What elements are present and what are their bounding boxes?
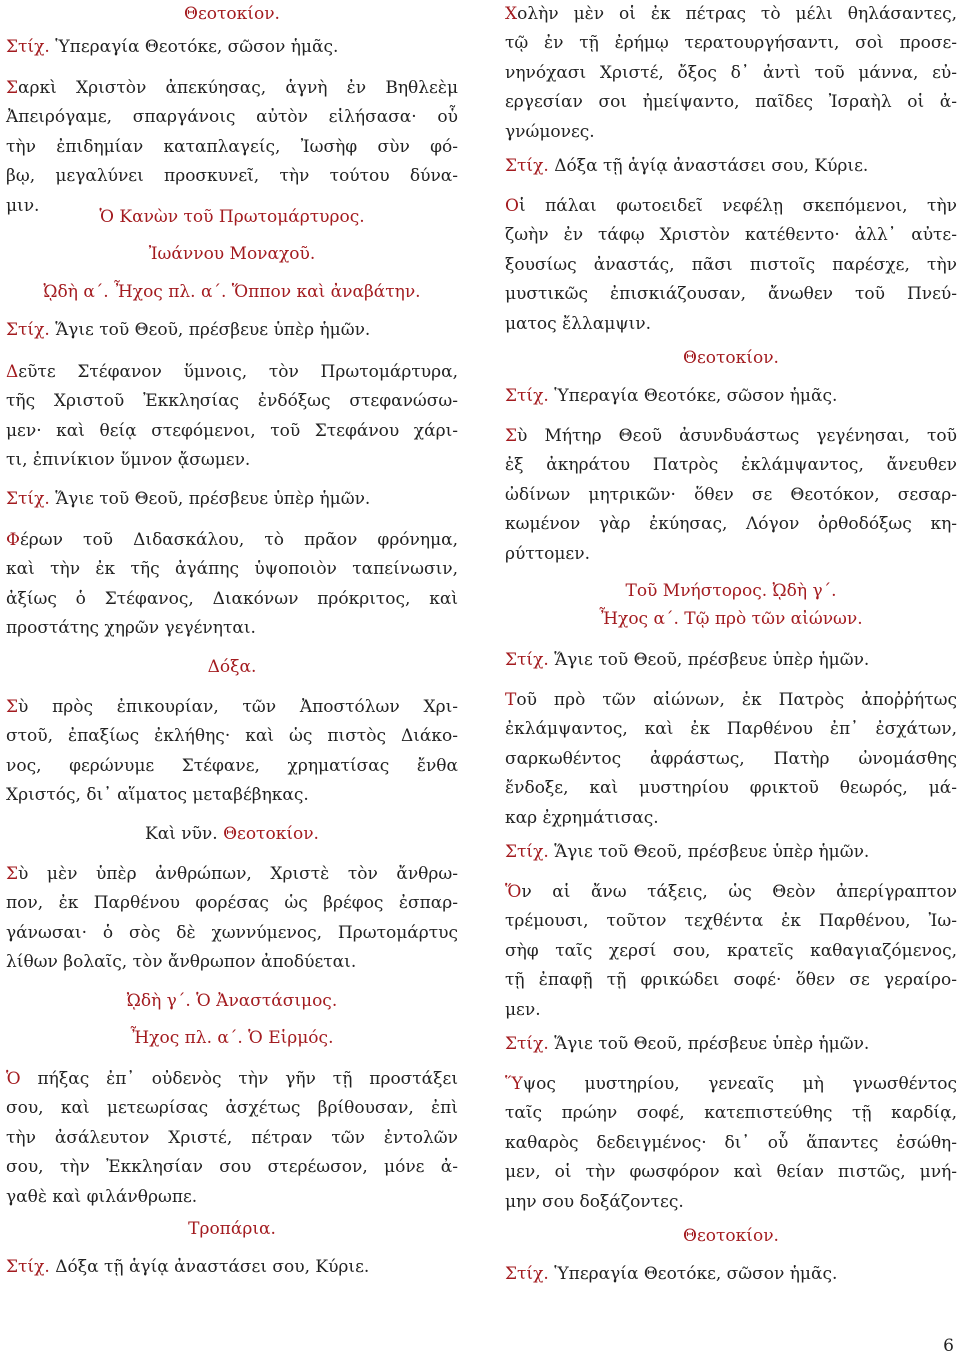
section-heading	[505, 605, 957, 634]
line-text: τῇ ἐπαφῇ τῇ φρικώδει σοφέ· ὅθεν σε γεραίρο-	[505, 970, 957, 991]
paragraph-line	[6, 417, 458, 446]
stichos-label: Στίχ.	[505, 1264, 549, 1284]
paragraph-line	[6, 919, 458, 948]
drop-initial: Δ	[6, 362, 19, 382]
line-text: μεν, οἱ τὴν φωσφόρον καὶ θείαν πιστῶς, μνή-	[505, 1162, 957, 1183]
paragraph-line	[505, 29, 957, 58]
paragraph-line	[505, 1158, 957, 1187]
line-text: ἐξ ἀκηράτου Πατρὸς ἐκλάμψαντος, ἄνευθεν	[505, 455, 957, 476]
hymn-paragraph	[6, 526, 458, 644]
section-heading	[505, 1222, 957, 1251]
line-text: βῳ, μεγαλύνει προσκυνεῖ, τὴν τούτου δύνα-	[6, 166, 458, 187]
heading-text: Τροπάρια.	[188, 1219, 276, 1239]
stichos	[6, 1253, 458, 1282]
line-text: τι, ἐπινίκιον ὕμνον ᾄσωμεν.	[6, 450, 251, 471]
hymn-paragraph	[6, 74, 458, 221]
hymn-paragraph	[6, 1065, 458, 1212]
line-text: οῦ πρὸ τῶν αἰώνων, ἐκ Πατρὸς ἀποῤῥήτως	[516, 690, 957, 710]
verse-line	[505, 382, 957, 411]
line-text: εῦτε Στέφανον ὕμνοις, τὸν Πρωτομάρτυρα,	[18, 362, 458, 382]
line-text: ὺ μὲν ὑπὲρ ἀνθρώπων, Χριστὲ τὸν ἄνθρω-	[18, 864, 458, 884]
paragraph-line	[505, 422, 957, 451]
drop-initial: Ο	[505, 196, 519, 216]
heading-text: Ὁ Κανὼν τοῦ Πρωτομάρτυρος.	[99, 207, 365, 227]
verse-line	[505, 838, 957, 867]
line-text: ν αἱ ἄνω τάξεις, ὡς Θεὸν ἀπερίγραπτον	[521, 882, 957, 902]
hymn-paragraph	[6, 358, 458, 476]
line-text: τὴν ἐπιδημίαν καταπλαγείς, Ἰωσὴφ σὺν φό-	[6, 136, 458, 157]
paragraph-line	[505, 1099, 957, 1128]
paragraph-line	[505, 966, 957, 995]
paragraph-line	[505, 221, 957, 250]
stichos-text: Δόξα τῇ ἁγίᾳ ἀναστάσει σου, Κύριε.	[49, 1257, 370, 1277]
line-text: γάνωσαι· ὁ σὸς δὲ χωννύμενος, Πρωτομάρτυς	[6, 922, 458, 943]
drop-initial: Χ	[505, 4, 518, 24]
paragraph-line	[6, 1065, 458, 1094]
stichos-label: Στίχ.	[505, 386, 549, 406]
line-text: τῆς Χριστοῦ Ἐκκλησίας ἐνδόξως στεφανώσω-	[6, 391, 458, 412]
paragraph-line	[6, 781, 458, 810]
stichos	[505, 152, 957, 181]
hymn-paragraph	[505, 192, 957, 339]
paragraph-line	[505, 804, 957, 833]
line-text: τῷ ἐν τῇ ἐρήμῳ τερατουργήσαντι, σοὶ προσε-	[505, 33, 957, 54]
drop-initial: Τ	[505, 690, 517, 710]
drop-initial: Σ	[6, 697, 19, 717]
paragraph-line	[6, 693, 458, 722]
stichos-text: Ὑπεραγία Θεοτόκε, σῶσον ἡμᾶς.	[548, 1264, 838, 1284]
paragraph-line	[505, 937, 957, 966]
line-text: ψος μυστηρίου, γενεαῖς μὴ γνωσθέντος	[522, 1074, 957, 1094]
paragraph-line	[505, 118, 957, 147]
stichos-text: Ἅγιε τοῦ Θεοῦ, πρέσβευε ὑπὲρ ἡμῶν.	[49, 489, 371, 509]
line-text: ἱ πάλαι φωτοειδεῖ νεφέλῃ σκεπόμενοι, τὴν	[518, 196, 957, 216]
heading-text: Θεοτοκίον.	[683, 348, 779, 368]
paragraph-line	[6, 526, 458, 555]
stichos	[505, 646, 957, 675]
paragraph-line	[505, 715, 957, 744]
paragraph-line	[6, 1094, 458, 1123]
paragraph-line	[505, 774, 957, 803]
line-text: ἐκλάμψαντος, καὶ ἐκ Παρθένου ἐπ᾽ ἐσχάτων,	[505, 719, 957, 740]
paragraph-line	[6, 752, 458, 781]
section-heading	[505, 577, 957, 606]
line-text: σου, καὶ μετεωρίσας ἀσχέτως βρίθουσαν, ἐπὶ	[6, 1098, 458, 1119]
paragraph-line	[505, 510, 957, 539]
paragraph-line	[505, 996, 957, 1025]
drop-initial: Σ	[6, 864, 19, 884]
paragraph-line	[6, 133, 458, 162]
stichos-label: Στίχ.	[505, 650, 549, 670]
heading-text: ᾨδὴ α΄. Ἦχος πλ. α΄. Ὅππον καὶ ἀναβάτην.	[43, 282, 421, 302]
drop-initial: Σ	[6, 78, 19, 98]
stichos-label: Στίχ.	[6, 489, 50, 509]
heading-text: Θεοτοκίον.	[683, 1226, 779, 1246]
line-text: καθαρὸς δεδειγμένος· δι᾽ οὗ ἅπαντες ἐσώθη-	[505, 1132, 957, 1153]
verse-line	[6, 316, 458, 345]
line-text: έρων τοῦ Διδασκάλου, τὸ πρᾶον φρόνημα,	[19, 530, 458, 550]
stichos	[6, 485, 458, 514]
heading-text: Ἦχος α΄. Τῷ πρὸ τῶν αἰώνων.	[599, 609, 863, 629]
line-text: λίθων βολαῖς, τὸν ἄνθρωπον ἀποδύεται.	[6, 952, 357, 973]
line-text: προστάτης χηρῶν γεγένηται.	[6, 618, 256, 639]
stichos-label: Στίχ.	[505, 1034, 549, 1054]
stichos-text: Ὑπεραγία Θεοτόκε, σῶσον ἡμᾶς.	[49, 37, 339, 57]
line-text: κωμένον γὰρ ἐκύησας, Λόγον ὀρθοδόξως κη-	[505, 514, 957, 535]
stichos	[6, 33, 458, 62]
paragraph-line	[6, 1153, 458, 1182]
heading-line	[6, 820, 458, 849]
line-text: τρέμουσι, τοῦτον τεχθέντα ἐκ Παρθένου, Ἰω-	[505, 911, 957, 932]
paragraph-line	[505, 0, 957, 29]
heading-text: Θεοτοκίον.	[184, 4, 280, 24]
verse-line	[505, 1030, 957, 1059]
line-text: ρύττομεν.	[505, 543, 590, 564]
paragraph-line	[6, 162, 458, 191]
stichos	[505, 838, 957, 867]
verse-line	[505, 646, 957, 675]
stichos-label: Στίχ.	[6, 320, 50, 340]
drop-initial: Σ	[505, 426, 518, 446]
verse-line	[505, 1260, 957, 1289]
paragraph-line	[505, 451, 957, 480]
paragraph-line	[6, 889, 458, 918]
section-heading	[6, 1024, 458, 1053]
section-heading	[505, 344, 957, 373]
hymn-paragraph	[505, 686, 957, 833]
line-text: μην σου δοξάζοντες.	[505, 1191, 684, 1212]
drop-initial: Ὁ	[6, 1069, 21, 1089]
stichos-text: Ὑπεραγία Θεοτόκε, σῶσον ἡμᾶς.	[548, 386, 838, 406]
paragraph-line	[6, 358, 458, 387]
drop-initial: Ὕ	[505, 1074, 523, 1094]
line-text: ολὴν μὲν οἱ ἐκ πέτρας τὸ μέλι θηλάσαντες,	[517, 4, 957, 24]
line-text: στοῦ, ἐπαξίως ἐκλήθης· καὶ ὡς πιστὸς Διάκο-	[6, 726, 458, 747]
hymn-paragraph	[505, 0, 957, 147]
line-text: καὶ τὴν ἐκ τῆς ἀγάπης ὑψοποιὸν ταπείνωσιν,	[6, 559, 458, 580]
line-text: νος, φερώνυμε Στέφανε, χρηματίσας ἔνθα	[6, 755, 458, 776]
paragraph-line	[505, 59, 957, 88]
line-text: ὠδίνων μητρικῶν· ὅθεν σε Θεοτόκον, σεσαρ-	[505, 484, 957, 505]
hymn-paragraph	[6, 693, 458, 811]
line-text: μεν.	[505, 999, 541, 1020]
paragraph-line	[505, 907, 957, 936]
heading-plain-text: Καὶ νῦν.	[145, 824, 224, 844]
drop-initial: Ὅ	[505, 882, 522, 902]
section-heading	[6, 0, 458, 29]
paragraph-line	[505, 192, 957, 221]
stichos-label: Στίχ.	[6, 1257, 50, 1277]
paragraph-line	[505, 88, 957, 117]
verse-line	[505, 152, 957, 181]
line-text: ἔνδοξε, καὶ μυστηρίου φρικτοῦ θεωρός, μά-	[505, 778, 957, 799]
section-heading	[6, 653, 458, 682]
stichos-label: Στίχ.	[6, 37, 50, 57]
paragraph-line	[6, 1183, 458, 1212]
stichos-text: Ἅγιε τοῦ Θεοῦ, πρέσβευε ὑπὲρ ἡμῶν.	[548, 1034, 870, 1054]
line-text: πήξας ἐπ᾽ οὐδενὸς τὴν γῆν τῇ προστάξει	[20, 1069, 458, 1089]
line-text: ὺ Μήτηρ Θεοῦ ἀσυνδυάστως γεγένησαι, τοῦ	[517, 426, 957, 446]
hymn-paragraph	[505, 1070, 957, 1217]
heading-text: Ἰωάννου Μοναχοῦ.	[148, 244, 316, 264]
line-text: ἀξίως ὁ Στέφανος, Διακόνων πρόκριτος, καὶ	[6, 588, 458, 609]
line-text: ὺ πρὸς ἐπικουρίαν, τῶν Ἀποστόλων Χρι-	[18, 697, 458, 717]
paragraph-line	[505, 1129, 957, 1158]
heading-text: Δόξα.	[207, 657, 257, 677]
drop-initial: Φ	[6, 530, 20, 550]
verse-line	[6, 1253, 458, 1282]
verse-line	[6, 33, 458, 62]
section-heading	[6, 1215, 458, 1244]
line-text: γαθὲ καὶ φιλάνθρωπε.	[6, 1186, 198, 1207]
section-heading	[6, 203, 458, 232]
stichos	[505, 1260, 957, 1289]
line-text: μεν· καὶ θείᾳ στεφόμενοι, τοῦ Στεφάνου χάρι-	[6, 420, 458, 441]
paragraph-line	[6, 722, 458, 751]
line-text: ταῖς πρώην σοφέ, κατεπιστεύθης τῇ καρδίᾳ,	[505, 1103, 957, 1124]
stichos-text: Ἅγιε τοῦ Θεοῦ, πρέσβευε ὑπὲρ ἡμῶν.	[49, 320, 371, 340]
line-text: αρκὶ Χριστὸν ἀπεκύησας, ἁγνὴ ἐν Βηθλεὲμ	[18, 78, 458, 98]
line-text: μιν.	[6, 195, 40, 216]
paragraph-line	[6, 74, 458, 103]
section-heading	[6, 278, 458, 307]
paragraph-line	[505, 1188, 957, 1217]
heading-text: Τοῦ Μνήστορος. ᾨδὴ γ΄.	[625, 581, 837, 601]
paragraph-line	[6, 1124, 458, 1153]
line-text: σου, τὴν Ἐκκλησίαν σου στερέωσον, μόνε ἀ-	[6, 1157, 458, 1178]
line-text: ξουσίως ἀναστάς, πᾶσι πιστοῖς παρέσχε, τὴν	[505, 254, 957, 275]
line-text: σὴφ ταῖς χερσί σου, κρατεῖς καθαγιαζόμενος,	[505, 940, 957, 961]
paragraph-line	[505, 251, 957, 280]
line-text: πον, ἐκ Παρθένου φορέσας ὡς βρέφος ἐσπαρ-	[6, 893, 458, 914]
stichos-text: Δόξα τῇ ἁγίᾳ ἀναστάσει σου, Κύριε.	[548, 156, 869, 176]
paragraph-line	[505, 1070, 957, 1099]
line-text: τὴν ἀσάλευτον Χριστέ, πέτραν τῶν ἐντολῶν	[6, 1127, 458, 1148]
paragraph-line	[6, 387, 458, 416]
verse-line	[6, 485, 458, 514]
section-heading	[6, 987, 458, 1016]
stichos	[505, 1030, 957, 1059]
paragraph-line	[505, 310, 957, 339]
heading-red-text: Θεοτοκίον.	[223, 824, 319, 844]
paragraph-line	[505, 745, 957, 774]
paragraph-line	[6, 614, 458, 643]
heading-text: ᾨδὴ γ΄. Ὁ Ἀναστάσιμος.	[126, 991, 338, 1011]
paragraph-line	[505, 280, 957, 309]
section-heading	[6, 240, 458, 269]
paragraph-line	[505, 686, 957, 715]
hymn-paragraph	[6, 860, 458, 978]
section-heading	[6, 820, 458, 849]
stichos	[6, 316, 458, 345]
stichos	[505, 382, 957, 411]
line-text: Χριστός, δι᾽ αἵματος μεταβέβηκας.	[6, 785, 309, 806]
line-text: νηνόχασι Χριστέ, ὄξος δ᾽ ἀντὶ τοῦ μάννα, εὐ-	[505, 62, 957, 83]
paragraph-line	[6, 948, 458, 977]
stichos-text: Ἅγιε τοῦ Θεοῦ, πρέσβευε ὑπὲρ ἡμῶν.	[548, 842, 870, 862]
paragraph-line	[505, 878, 957, 907]
line-text: ματος ἔλλαμψιν.	[505, 313, 652, 334]
paragraph-line	[6, 103, 458, 132]
page-number: 6	[943, 1336, 954, 1356]
hymn-paragraph	[505, 422, 957, 569]
line-text: καρ ἐχρημάτισας.	[505, 807, 659, 828]
paragraph-line	[6, 860, 458, 889]
paragraph-line	[6, 446, 458, 475]
line-text: σαρκωθέντος ἀφράστως, Πατὴρ ὠνομάσθης	[505, 748, 957, 769]
heading-text: Ἦχος πλ. α΄. Ὁ Εἱρμός.	[130, 1028, 334, 1048]
hymn-paragraph	[505, 878, 957, 1025]
stichos-text: Ἅγιε τοῦ Θεοῦ, πρέσβευε ὑπὲρ ἡμῶν.	[548, 650, 870, 670]
line-text: ζωὴν ἐν τάφῳ Χριστὸν κατέθεντο· ἀλλ᾽ αὐτε-	[505, 225, 957, 246]
paragraph-line	[505, 481, 957, 510]
line-text: γνώμονες.	[505, 121, 595, 142]
paragraph-line	[505, 540, 957, 569]
line-text: Ἀπειρόγαμε, σπαργάνοις αὐτὸν εἱλήσασα· οὗ	[6, 107, 458, 128]
stichos-label: Στίχ.	[505, 156, 549, 176]
paragraph-line	[6, 585, 458, 614]
line-text: εργεσίαν σοι ἠμείψαντο, παῖδες Ἰσραὴλ οἱ ἀ-	[505, 92, 957, 113]
line-text: μυστικῶς ἐπισκιάζουσαν, ἄνωθεν τοῦ Πνεύ-	[505, 284, 957, 305]
paragraph-line	[6, 555, 458, 584]
stichos-label: Στίχ.	[505, 842, 549, 862]
